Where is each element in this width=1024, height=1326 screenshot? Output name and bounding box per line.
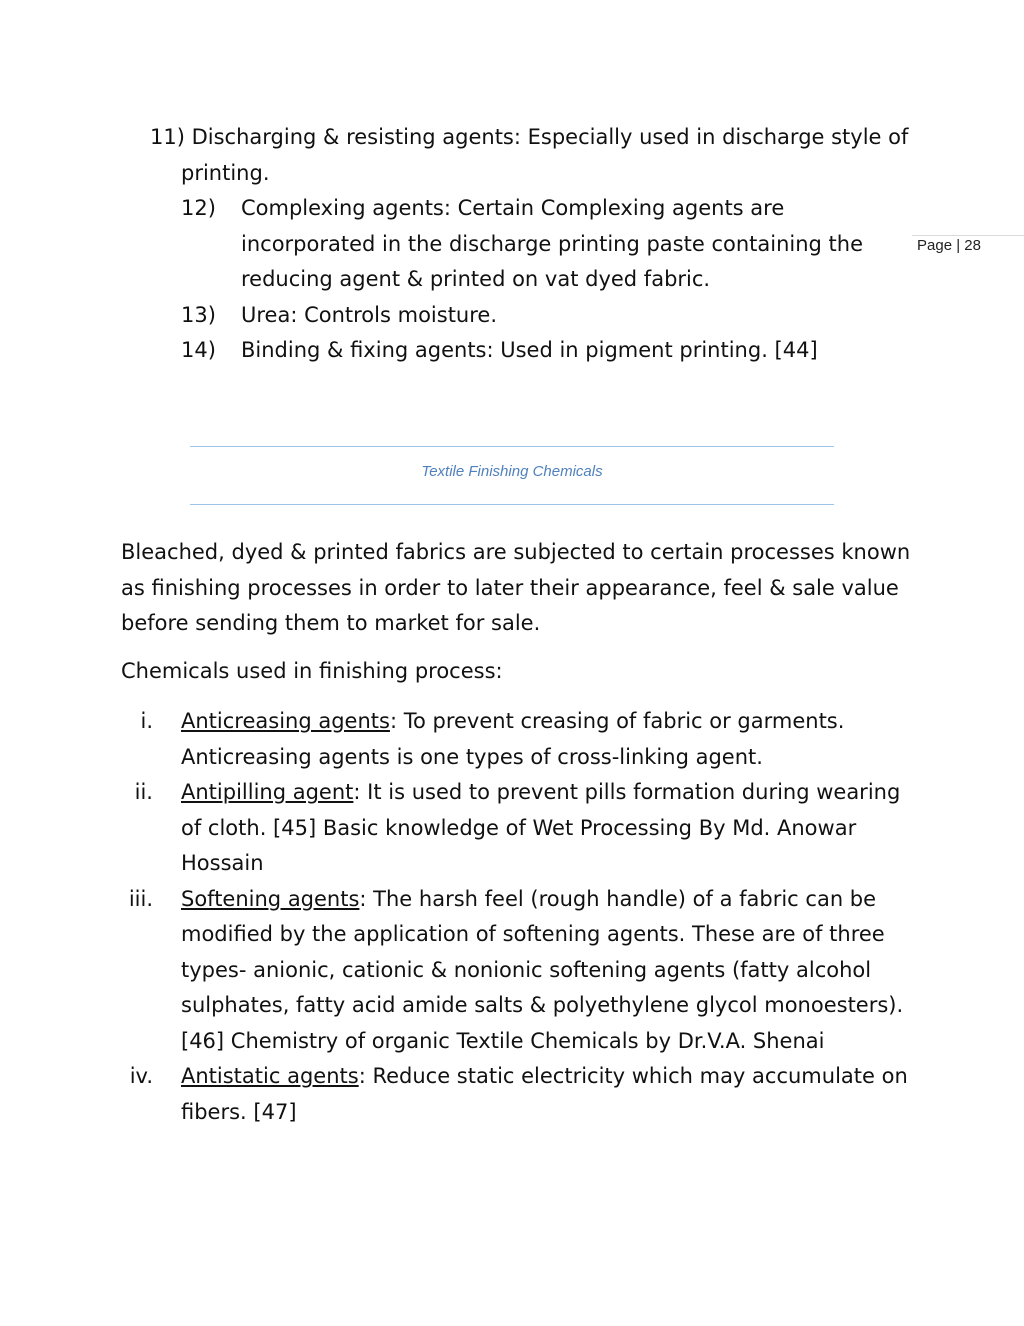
section-heading: Textile Finishing Chemicals bbox=[421, 463, 603, 480]
list-item-numeral: iv. bbox=[129, 1064, 153, 1088]
list-intro: Chemicals used in finishing process: bbox=[121, 659, 503, 683]
list-item bbox=[121, 775, 911, 882]
list-item-term: Anticreasing agents bbox=[181, 709, 390, 733]
list-item-number: 12) bbox=[181, 196, 216, 220]
list-item bbox=[150, 120, 910, 191]
list-item-text: Complexing agents: Certain Complexing agents are incorporated in the discharge printing paste containing the reducing agent & printed on vat dyed fabric. bbox=[241, 196, 864, 291]
list-item-numeral: iii. bbox=[128, 886, 153, 911]
list-item-term: Antipilling agent bbox=[181, 780, 354, 804]
heading-rule-top bbox=[190, 446, 834, 447]
list-item bbox=[121, 1059, 911, 1130]
list-item-number: 14) bbox=[181, 338, 216, 362]
list-item bbox=[150, 191, 910, 298]
list-item-numeral: i. bbox=[140, 709, 153, 733]
page-number: Page | 28 bbox=[917, 237, 981, 254]
list-item-text: : It is used to prevent pills formation during wearing of cloth. [45] Basic knowledge of Wet Processing By Md. Anowar Hossain bbox=[181, 780, 901, 875]
list-item-text: Urea: Controls moisture. bbox=[241, 302, 497, 327]
list-item-number: 11) bbox=[150, 125, 185, 149]
finishing-chemicals-list bbox=[121, 704, 911, 1130]
list-item bbox=[150, 298, 910, 334]
page-number-rule bbox=[912, 235, 1024, 236]
list-item bbox=[150, 333, 910, 369]
list-item bbox=[121, 882, 911, 1060]
list-item-text: Binding & fixing agents: Used in pigment printing. [44] bbox=[241, 338, 818, 362]
list-item-text: : The harsh feel (rough handle) of a fabric can be modified by the application of softening agents. These are of three types- anionic, cationic & nonionic softening agents (fatty alcohol sulphates, fatty acid amide salts & polyethylene glycol monoesters). [46] Chemistry of organic Textile Chemicals by Dr.V.A. Shenai bbox=[181, 886, 904, 1053]
intro-paragraph: Bleached, dyed & printed fabrics are subjected to certain processes known as finishing processes in order to later their appearance, feel & sale value before sending them to market for sale. bbox=[121, 540, 911, 635]
list-item-text: Discharging & resisting agents: Especially used in discharge style of printing. bbox=[181, 125, 909, 185]
list-item-text: : To prevent creasing of fabric or garments. Anticreasing agents is one types of cross-linking agent. bbox=[181, 709, 845, 769]
numbered-list bbox=[150, 120, 910, 369]
list-item-term: Softening agents bbox=[181, 886, 360, 911]
list-item-text: : Reduce static electricity which may accumulate on fibers. [47] bbox=[181, 1064, 908, 1124]
list-item bbox=[121, 704, 911, 775]
heading-rule-bottom bbox=[190, 504, 834, 505]
list-item-numeral: ii. bbox=[134, 780, 153, 804]
list-item-number: 13) bbox=[181, 302, 216, 327]
list-item-term: Antistatic agents bbox=[181, 1064, 359, 1088]
